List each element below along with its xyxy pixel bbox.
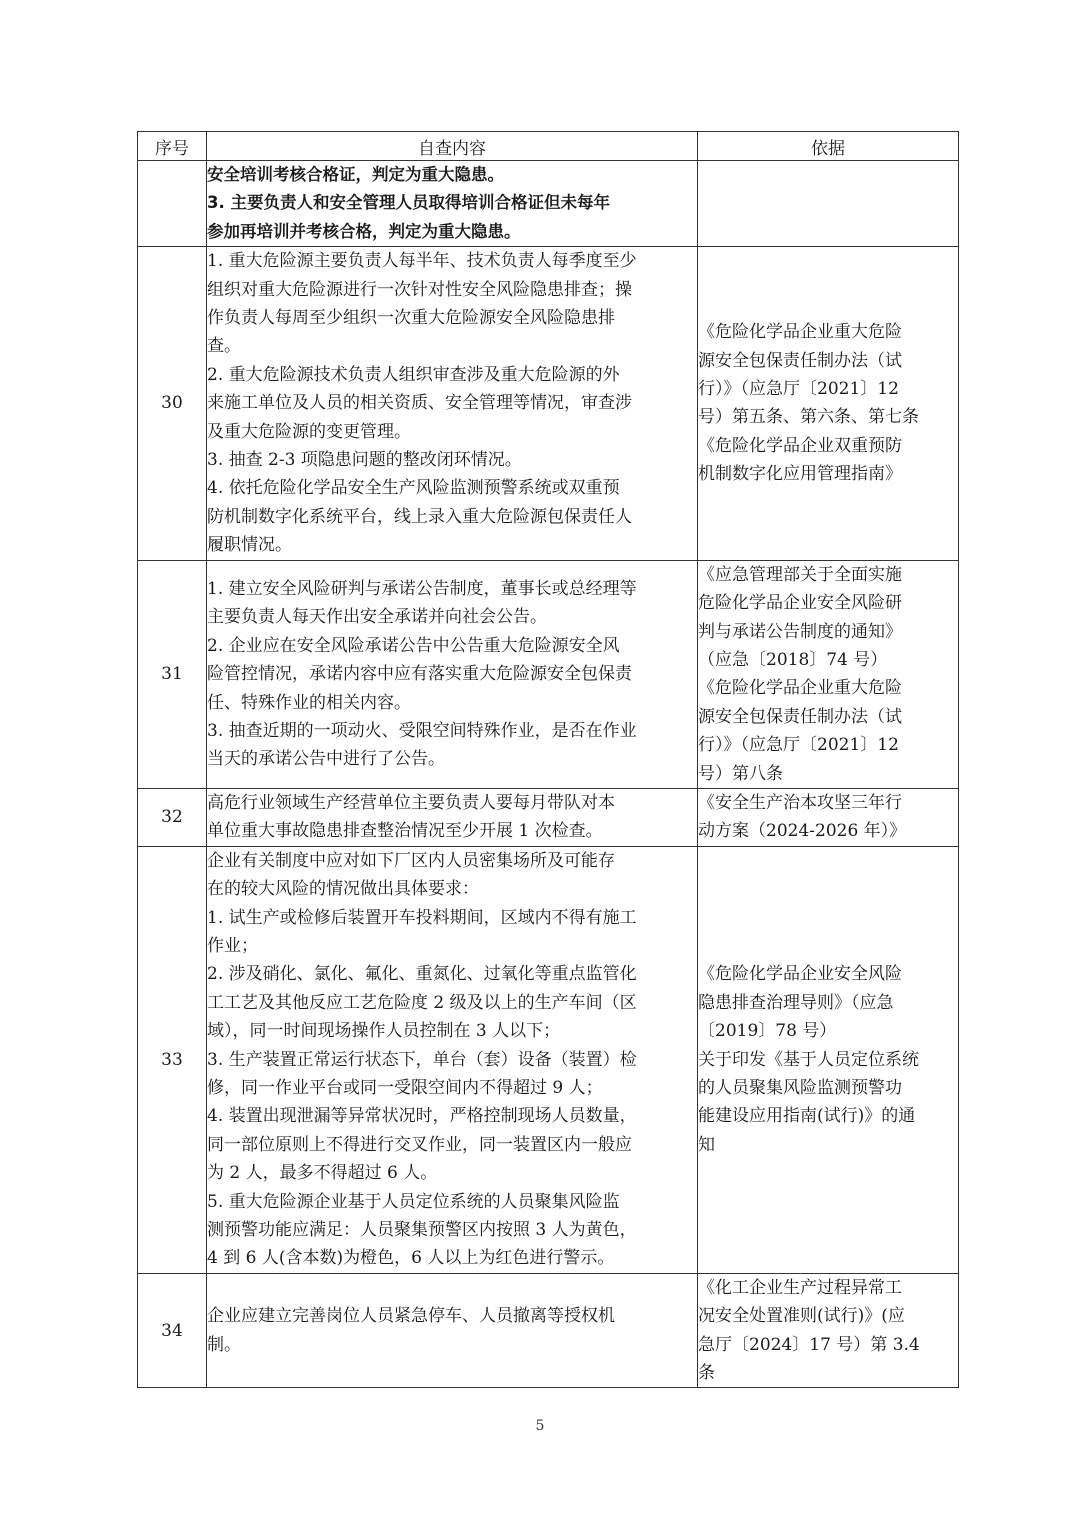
row-seq: 33 [138,846,207,1273]
inspection-table [137,131,959,1388]
table-row-33 [138,846,959,1273]
row-content: 1. 重大危险源主要负责人每半年、技术负责人每季度至少 组织对重大危险源进行一次针对性安全风险隐患排查；操 作负责人每周至少组织一次重大危险源安全风险隐患排 查。 2. 重大危险源技术负责人组织审查涉及重大危险源的外 来施工单位及人员的相关资质、安全管理等情况，审查涉 及重大危险源的变更管理。 3. 抽查 2-3 项隐患问题的整改闭环情况。 4. 依托危险化学品安全生产风险监测预警系统或双重预 防机制数字化系统平台，线上录入重大危险源包保责任人 履职情况。 [207,247,698,560]
table-row-32 [138,788,959,846]
header-seq: 序号 [138,132,207,161]
row-seq: 32 [138,788,207,846]
row-seq: 30 [138,247,207,560]
table-row-30-continued [138,161,959,247]
row-basis: 《危险化学品企业安全风险 隐患排查治理导则》（应急 〔2019〕78 号） 关于印发《基于人员定位系统 的人员聚集风险监测预警功 能建设应用指南(试行)》的通 知 [698,846,959,1273]
row-seq: 34 [138,1273,207,1388]
table-header-row [138,132,959,161]
row-basis [698,161,959,247]
table-row-34 [138,1273,959,1388]
row-basis: 《危险化学品企业重大危险 源安全包保责任制办法（试 行）》（应急厅〔2021〕12 号）第五条、第六条、第七条 《危险化学品企业双重预防 机制数字化应用管理指南》 [698,247,959,560]
table-row-30 [138,247,959,560]
row-content: 企业应建立完善岗位人员紧急停车、人员撤离等授权机 制。 [207,1273,698,1388]
row-basis: 《安全生产治本攻坚三年行 动方案（2024-2026 年）》 [698,788,959,846]
row-content: 高危行业领域生产经营单位主要负责人要每月带队对本 单位重大事故隐患排查整治情况至少开展 1 次检查。 [207,788,698,846]
row-content: 1. 建立安全风险研判与承诺公告制度，董事长或总经理等 主要负责人每天作出安全承诺并向社会公告。 2. 企业应在安全风险承诺公告中公告重大危险源安全风 险管控情况，承诺内容中应有落实重大危险源安全包保责 任、特殊作业的相关内容。 3. 抽查近期的一项动火、受限空间特殊作业，是否在作业 当天的承诺公告中进行了公告。 [207,560,698,788]
row-basis: 《应急管理部关于全面实施 危险化学品企业安全风险研 判与承诺公告制度的通知》 （应急〔2018〕74 号） 《危险化学品企业重大危险 源安全包保责任制办法（试 行）》（应急厅〔2021〕12 号）第八条 [698,560,959,788]
row-seq: 31 [138,560,207,788]
page-number: 5 [535,1418,545,1434]
row-basis: 《化工企业生产过程异常工 况安全处置准则(试行)》(应 急厅〔2024〕17 号）第 3.4 条 [698,1273,959,1388]
row-content: 安全培训考核合格证，判定为重大隐患。 3. 主要负责人和安全管理人员取得培训合格证但未每年 参加再培训并考核合格，判定为重大隐患。 [207,161,698,247]
header-content: 自查内容 [207,132,698,161]
row-content: 企业有关制度中应对如下厂区内人员密集场所及可能存 在的较大风险的情况做出具体要求： 1. 试生产或检修后装置开车投料期间，区域内不得有施工 作业； 2. 涉及硝化、氯化、氟化、重氮化、过氧化等重点监管化 工工艺及其他反应工艺危险度 2 级及以上的生产车间（区 域），同一时间现场操作人员控制在 3 人以下； 3. 生产装置正常运行状态下，单台（套）设备（装置）检 修，同一作业平台或同一受限空间内不得超过 9 人； 4. 装置出现泄漏等异常状况时，严格控制现场人员数量， 同一部位原则上不得进行交叉作业，同一装置区内一般应 为 2 人，最多不得超过 6 人。 5. 重大危险源企业基于人员定位系统的人员聚集风险监 测预警功能应满足：人员聚集预警区内按照 3 人为黄色， 4 到 6 人(含本数)为橙色，6 人以上为红色进行警示。 [207,846,698,1273]
header-basis: 依据 [698,132,959,161]
row-seq-empty [138,161,207,247]
table-row-31 [138,560,959,788]
